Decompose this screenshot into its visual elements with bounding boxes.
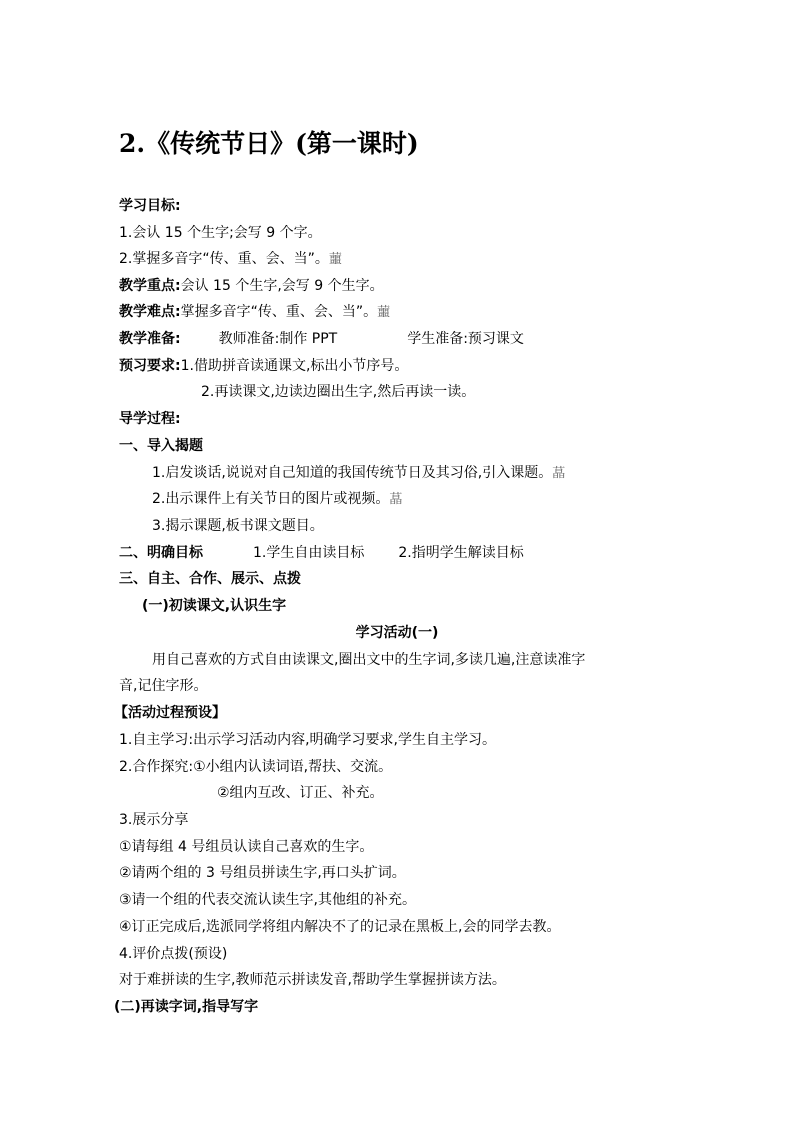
preview-item-1: 1.借助拼音读通课文,标出小节序号。 xyxy=(180,358,409,374)
subsection-2-heading: (二)再读字词,指导写字 xyxy=(114,999,259,1015)
objective-item-2 xyxy=(119,249,342,270)
activity-paragraph-line-2: 音,记住字形。 xyxy=(119,678,208,694)
teaching-prep xyxy=(119,329,524,349)
activity-title: 学习活动(一) xyxy=(355,625,439,641)
preset-item-2: 2.合作探究:①小组内认读词语,帮扶、交流。 xyxy=(119,759,393,775)
teaching-difficulty xyxy=(119,302,390,323)
section-1-item-2-tag: 蕌 xyxy=(389,492,403,507)
preset-heading: 【活动过程预设】 xyxy=(114,705,226,721)
section-3-heading: 三、自主、合作、展示、点拨 xyxy=(119,571,301,587)
section-2-item-1: 1.学生自由读目标 xyxy=(253,545,365,561)
teaching-focus xyxy=(119,276,384,296)
section-2-item-2: 2.指明学生解读目标 xyxy=(398,545,524,561)
activity-paragraph-line-1: 用自己喜欢的方式自由读课文,圈出文中的生字词,多读几遍,注意读准字 xyxy=(152,652,586,668)
section-2 xyxy=(119,543,524,563)
share-step-2: ②请两个组的 3 号组员拼读生字,再口头扩词。 xyxy=(119,865,406,881)
section-1-item-2 xyxy=(152,489,402,510)
share-step-3: ③请一个组的代表交流认读生字,其他组的补充。 xyxy=(119,892,416,908)
share-step-1: ①请每组 4 号组员认读自己喜欢的生字。 xyxy=(119,839,374,855)
preset-item-1: 1.自主学习:出示学习活动内容,明确学习要求,学生自主学习。 xyxy=(119,732,496,748)
teaching-difficulty-label: 教学难点: xyxy=(119,304,181,320)
preset-item-2-sub: ②组内互改、订正、补充。 xyxy=(217,785,384,801)
teaching-difficulty-text: 掌握多音字“传、重、会、当”。 xyxy=(180,304,378,320)
section-1-item-3: 3.揭示课题,板书课文题目。 xyxy=(152,518,324,534)
preset-item-3: 3.展示分享 xyxy=(119,812,189,828)
process-heading: 导学过程: xyxy=(119,411,181,427)
preview-item-2: 2.再读课文,边读边圈出生字,然后再读一读。 xyxy=(201,384,476,400)
teaching-difficulty-tag: 蘁 xyxy=(377,305,391,320)
objectives-heading: 学习目标: xyxy=(119,198,181,214)
preview-requirement xyxy=(119,356,408,376)
section-2-heading: 二、明确目标 xyxy=(119,545,203,561)
teacher-prep: 教师准备:制作 PPT xyxy=(218,331,338,347)
subsection-1-heading: (一)初读课文,认识生字 xyxy=(142,598,287,614)
preset-item-4-text: 对于难拼读的生字,教师范示拼读发音,帮助学生掌握拼读方法。 xyxy=(119,972,506,988)
page-title: 2.《传统节日》(第一课时) xyxy=(119,129,419,158)
preset-item-4: 4.评价点拨(预设) xyxy=(119,946,228,962)
objective-item-2-text: 2.掌握多音字“传、重、会、当”。 xyxy=(119,251,329,267)
objective-item-1: 1.会认 15 个生字;会写 9 个字。 xyxy=(119,225,322,241)
share-step-4: ④订正完成后,选派同学将组内解决不了的记录在黑板上,会的同学去教。 xyxy=(119,919,561,935)
section-1-item-1-text: 1.启发谈话,说说对自己知道的我国传统节日及其习俗,引入课题。 xyxy=(152,465,553,481)
teaching-focus-text: 会认 15 个生字,会写 9 个生字。 xyxy=(180,278,384,294)
teaching-prep-label: 教学准备: xyxy=(119,331,181,347)
preview-label: 预习要求: xyxy=(119,358,181,374)
section-1-item-1 xyxy=(152,463,565,484)
student-prep: 学生准备:预习课文 xyxy=(407,331,524,347)
section-1-item-1-tag: 蕌 xyxy=(552,466,566,481)
section-1-heading: 一、导入揭题 xyxy=(119,438,203,454)
objective-item-2-tag: 蘁 xyxy=(328,252,342,267)
section-1-item-2-text: 2.出示课件上有关节日的图片或视频。 xyxy=(152,491,390,507)
teaching-focus-label: 教学重点: xyxy=(119,278,181,294)
